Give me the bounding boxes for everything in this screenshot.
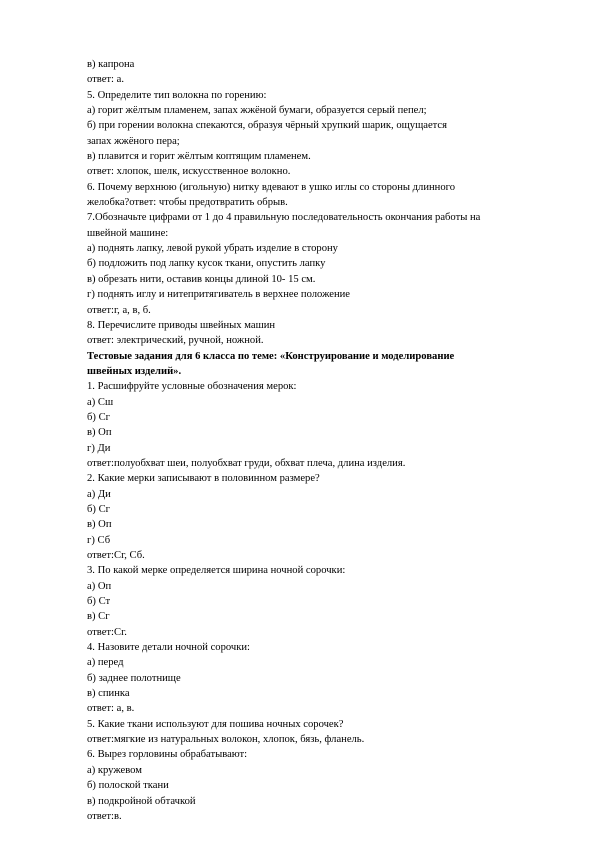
- option-line: а) Сш: [87, 396, 114, 408]
- option-line: б) Ст: [87, 596, 111, 608]
- option-line: а) поднять лапку, левой рукой убрать изделие в сторону: [87, 243, 338, 255]
- option-line: в) Сг: [87, 611, 110, 623]
- option-line: в) спинка: [87, 688, 130, 700]
- question-line-continued: швейной машине:: [87, 227, 169, 239]
- answer-line: ответ:мягкие из натуральных волокон, хлопок, бязь, фланель.: [87, 734, 365, 746]
- question-line: 4. Назовите детали ночной сорочки:: [87, 642, 250, 654]
- option-line: а) кружевом: [87, 764, 142, 776]
- document-page: [87, 57, 532, 824]
- option-line: г) Ди: [87, 442, 111, 454]
- answer-line: ответ: а, в.: [87, 703, 135, 715]
- section-heading-continued: швейных изделий».: [87, 365, 182, 377]
- option-line: в) обрезать нити, оставив концы длиной 10- 15 см.: [87, 273, 316, 285]
- answer-line: ответ:г, а, в, б.: [87, 304, 151, 316]
- option-line: в) Оп: [87, 519, 112, 531]
- question-line: 7.Обозначьте цифрами от 1 до 4 правильную последовательность окончания работы на: [87, 212, 481, 224]
- option-line: б) заднее полотнище: [87, 672, 181, 684]
- option-line: а) Оп: [87, 580, 112, 592]
- question-line-continued: желобка?ответ: чтобы предотвратить обрыв.: [87, 197, 288, 209]
- text-line: в) капрона: [87, 59, 135, 70]
- question-line: 2. Какие мерки записывают в половинном размере?: [87, 473, 320, 485]
- option-line: б) Сг: [87, 503, 110, 515]
- option-line-continued: запах жжёного пера;: [87, 135, 180, 147]
- answer-line: ответ:в.: [87, 810, 122, 822]
- question-line: 5. Определите тип волокна по горению:: [87, 89, 267, 101]
- option-line: б) при горении волокна спекаются, образуя чёрный хрупкий шарик, ощущается: [87, 120, 447, 132]
- option-line: б) Сг: [87, 411, 110, 423]
- option-line: а) Ди: [87, 488, 111, 500]
- option-line: а) перед: [87, 657, 124, 669]
- option-line: б) подложить под лапку кусок ткани, опустить лапку: [87, 258, 326, 270]
- answer-line: ответ: электрический, ручной, ножной.: [87, 335, 264, 347]
- section-heading: Тестовые задания для 6 класса по теме: «Конструирование и моделирование: [87, 350, 455, 362]
- option-line: в) плавится и горит жёлтым коптящим пламенем.: [87, 151, 311, 163]
- option-line: в) Оп: [87, 427, 112, 439]
- answer-line: ответ:Сг, Сб.: [87, 550, 145, 561]
- question-line: 1. Расшифруйте условные обозначения мерок:: [87, 381, 297, 393]
- question-line: 8. Перечислите приводы швейных машин: [87, 319, 276, 331]
- option-line: в) подкройной обтачкой: [87, 795, 196, 807]
- question-line: 3. По какой мерке определяется ширина ночной сорочки:: [87, 565, 346, 577]
- option-line: б) полоской ткани: [87, 780, 169, 792]
- question-line: 6. Почему верхнюю (игольную) нитку вдевают в ушко иглы со стороны длинного: [87, 181, 456, 193]
- option-line: г) Сб: [87, 534, 111, 546]
- question-line: 5. Какие ткани используют для пошива ночных сорочек?: [87, 718, 344, 730]
- answer-line: ответ: а.: [87, 74, 125, 86]
- answer-line: ответ: хлопок, шелк, искусственное волокно.: [87, 166, 291, 178]
- question-line: 6. Вырез горловины обрабатывают:: [87, 749, 248, 761]
- option-line: а) горит жёлтым пламенем, запах жжёной бумаги, образуется серый пепел;: [87, 105, 427, 117]
- answer-line: ответ:Сг.: [87, 626, 127, 638]
- option-line: г) поднять иглу и нитепритягиватель в верхнее положение: [87, 289, 350, 301]
- answer-line: ответ:полуобхват шеи, полуобхват груди, обхват плеча, длина изделия.: [87, 457, 406, 469]
